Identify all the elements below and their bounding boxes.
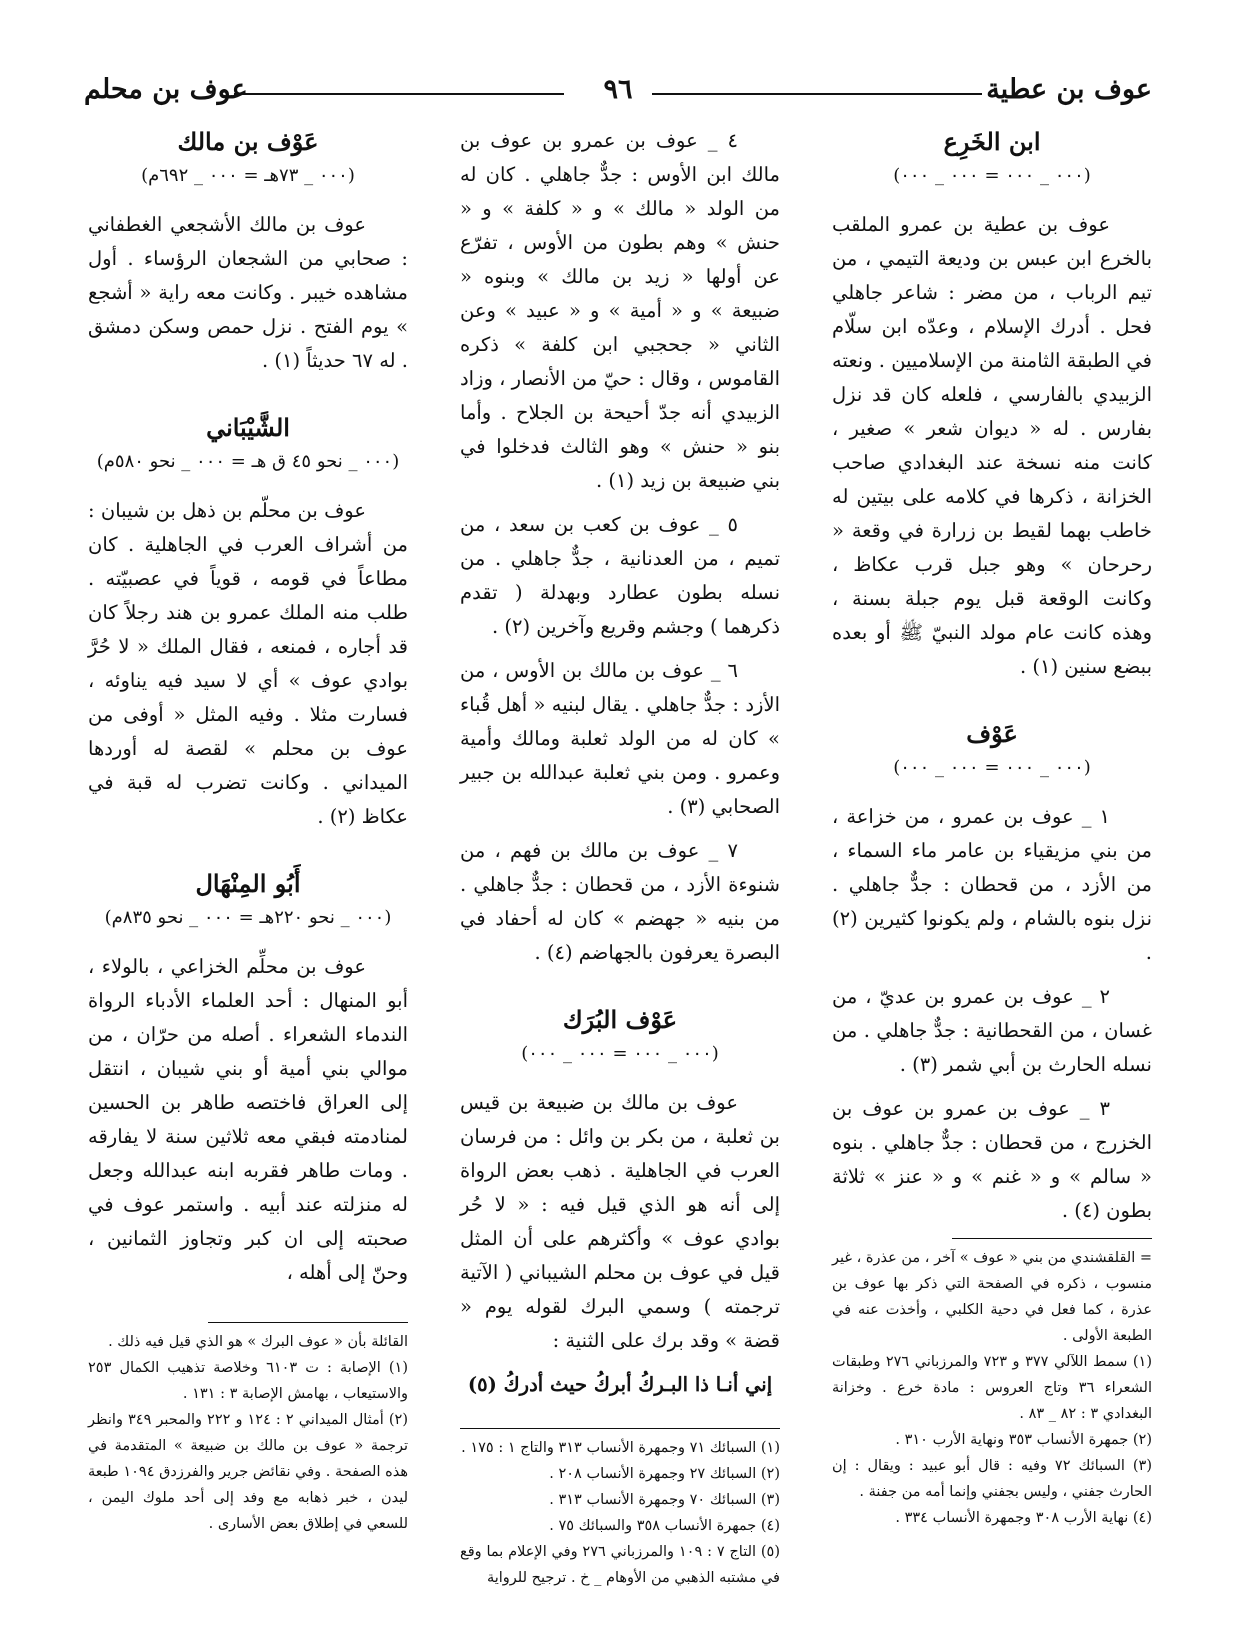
footnote: (٣) السبائك ٧٢ وفيه : قال أبو عبيد : ويقال : إن الحارث جفني ، وليس بجفني وإنما أمه من جفنة . [832,1458,1152,1500]
entry-item-5: ٥ _ عوف بن كعب بن سعد ، من تميم ، من العدنانية ، جدٌّ جاهلي . من نسله بطون عطارد وبهدلة ( تقدم ذكرهما ) وجشم وقريع وآخرين (٢) . [460,513,780,638]
footnote: (٥) التاج ٧ : ١٠٩ والمرزباني ٢٧٦ وفي الإعلام بما وقع في مشتبه الذهبي من الأوهام _ خ . ترجيح للرواية [460,1544,780,1586]
entry-title-abu-alminhal: أَبُو المِنْهَال [195,869,301,898]
entry-dates: (٠٠٠ _ ٠٠٠ = ٠٠٠ _ ٠٠٠) [893,757,1091,778]
header-rule-left [234,93,564,95]
footnotes-left [88,1300,408,1537]
entry-text: عوف بن عطية بن عمرو الملقب بالخرع ابن عبس بن وديعة التيمي ، من تيم الرباب ، من مضر : شاعر جاهلي فحل . أدرك الإسلام ، وعدّه ابن سلّام في الطبقة الثامنة من الإسلاميين . ونعته الزبيدي بالفارسي ، فلعله كان قد نزل بفارس . له « ديوان شعر » صغير ، كانت منه نسخة عند البغدادي صاحب الخزانة ، ذكرها في كلامه على بيتين له خاطب بهما لقيط بن زرارة في وقعة « رحرحان » وهو جبل قرب عكاظ ، وكانت الوقعة قبل يوم جبلة بسنة ، وهذه كانت عام مولد النبيّ ﷺ أو بعده ببضع سنين (١) . [832,213,1152,678]
footnote: (٢) جمهرة الأنساب ٣٥٣ ونهاية الأرب ٣١٠ . [895,1432,1152,1448]
footnote: (٢) السبائك ٢٧ وجمهرة الأنساب ٢٠٨ . [549,1466,780,1482]
column-left [88,124,408,1300]
entry-dates: (٠٠٠ _ نحو ٢٢٠هـ = ٠٠٠ _ نحو ٨٣٥م) [104,907,392,928]
header-left-title: عوف بن محلم [84,74,248,105]
entry-dates: (٠٠٠ _ ٠٠٠ = ٠٠٠ _ ٠٠٠) [521,1043,719,1064]
entry-item-3: ٣ _ عوف بن عمرو بن عوف بن الخزرج ، من قحطان : جدٌّ جاهلي . بنوه « سالم » و « غنم » و « عنز » ثلاثة بطون (٤) . [832,1097,1152,1222]
footnotes-middle [460,1406,780,1591]
entry-title-alshaybani: الشَّيْبَاني [206,413,290,442]
footnote: (٣) السبائك ٧٠ وجمهرة الأنساب ٣١٣ . [549,1492,780,1508]
entry-title-ibn-alkhari: ابن الخَرِع [943,127,1041,156]
footnote-rule [208,1322,408,1323]
entry-item-6: ٦ _ عوف بن مالك بن الأوس ، من الأزد : جدٌّ جاهلي . يقال لبنيه « أهل قُباء » كان له من الولد ثعلبة ومالك وأمية وعمرو . ومن بني ثعلبة عبدالله بن جبير الصحابي (٣) . [460,659,780,818]
footnote-rule [952,1238,1152,1239]
footnote: (١) سمط اللآلي ٣٧٧ و ٧٢٣ والمرزباني ٢٧٦ وطبقات الشعراء ٣٦ وتاج العروس : مادة خرع . وخزانة البغدادي ٣ : ٨٢ _ ٨٣ . [832,1354,1152,1422]
header-right-title: عوف بن عطية [986,74,1152,105]
column-middle [460,124,780,1402]
footnote: (١) الإصابة : ت ٦١٠٣ وخلاصة تذهيب الكمال ٢٥٣ والاستيعاب ، بهامش الإصابة ٣ : ١٣١ . [88,1360,408,1402]
entry-dates: (٠٠٠ _ ٠٠٠ = ٠٠٠ _ ٠٠٠) [893,165,1091,186]
footnotes-right [832,1216,1152,1531]
footnote: (١) السبائك ٧١ وجمهرة الأنساب ٣١٣ والتاج ١ : ١٧٥ . [461,1440,780,1456]
entry-text: عوف بن محلِّم الخزاعي ، بالولاء ، أبو المنهال : أحد العلماء الأدباء الرواة الندماء الشعراء . أصله من حرّان ، من موالي بني أمية أو بني شيبان ، انتقل إلى العراق فاختصه طاهر بن الحسين لمنادمته فبقي معه ثلاثين سنة لا يفارقه . ومات طاهر فقربه ابنه عبدالله وجعل له منزلته عند أبيه . واستمر عوف في صحبته إلى ان كبر وتجاوز الثمانين ، وحنّ إلى أهله ، [88,955,408,1284]
running-header [84,74,1152,114]
entry-item-4: ٤ _ عوف بن عمرو بن عوف بن مالك ابن الأوس : جدٌّ جاهلي . كان له من الولد « مالك » و « كلفة » و « حنش » وهم بطون من الأوس ، تفرّع عن أولها « زيد بن مالك » وبنوه « ضبيعة » و « أمية » و « عبيد » وعن الثاني « جحجبي ابن كلفة » ذكره القاموس ، وقال : حيّ من الأنصار ، وزاد الزبيدي أنه جدّ أحيحة بن الجلاح . وأما بنو « حنش » وهو الثالث فدخلوا في بني ضبيعة بن زيد (١) . [460,129,780,492]
footnote: (٤) جمهرة الأنساب ٣٥٨ والسبائك ٧٥ . [549,1518,780,1534]
page-number: ٩٦ [603,74,633,105]
entry-text: عوف بن محلّم بن ذهل بن شيبان : من أشراف العرب في الجاهلية . كان مطاعاً في قومه ، قوياً في عصبيّته . طلب منه الملك عمرو بن هند رجلاً كان قد أجاره ، فمنعه ، فقال الملك « لا حُرَّ بوادي عوف » أي لا سيد فيه يناوئه ، فسارت مثلا . وفيه المثل « أوفى من عوف بن محلم » لقصة له أوردها الميداني . وكانت تضرب له قبة في عكاظ (٢) . [88,499,408,828]
entry-item-2: ٢ _ عوف بن عمرو بن عديّ ، من غسان ، من القحطانية : جدٌّ جاهلي . من نسله الحارث بن أبي شمر (٣) . [832,985,1152,1076]
entry-dates: (٠٠٠ _ ٧٣هـ = ٠٠٠ _ ٦٩٢م) [141,165,355,186]
entry-title-awf: عَوْف [966,719,1018,748]
entry-item-7: ٧ _ عوف بن مالك بن فهم ، من شنوءة الأزد ، من قحطان : جدٌّ جاهلي . من بنيه « جهضم » كان له أحفاد في البصرة يعرفون بالجهاضم (٤) . [460,839,780,964]
entry-text: عوف بن مالك بن ضبيعة بن قيس بن ثعلبة ، من بكر بن وائل : من فرسان العرب في الجاهلية . ذهب بعض الرواة إلى أنه هو الذي قيل فيه : « لا حُر بوادي عوف » وأكثرهم على أن المثل قيل في عوف بن محلم الشيباني ( الآتية ترجمته ) وسمي البرك لقوله يوم « قضة » وقد برك على الثنية : [460,1091,780,1352]
poem-verse: إني أنـا ذا البـركُ أبركُ حيث أدركُ (٥) [467,1373,773,1396]
footnote: (٢) أمثال الميداني ٢ : ١٢٤ و ٢٢٢ والمحبر ٣٤٩ وانظر ترجمة « عوف بن مالك بن ضبيعة » المتقدمة في هذه الصفحة . وفي نقائض جرير والفرزدق ١٠٩٤ طبعة ليدن ، خبر ذهابه مع وفد إلى أحد ملوك اليمن ، للسعي في إطلاق بعض الأسارى . [88,1412,408,1532]
footnote: = القلقشندي من بني « عوف » آخر ، من عذرة ، غير منسوب ، ذكره في الصفحة التي ذكر بها عوف بن عذرة ، كما فعل في دحية الكلبي ، وأخذت عنه في الطبعة الأولى . [832,1250,1152,1344]
entry-title-awf-albarak: عَوْف البُرَك [562,1005,678,1034]
footnote-rule [460,1428,780,1429]
column-right [832,124,1152,1238]
footnote: (٤) نهاية الأرب ٣٠٨ وجمهرة الأنساب ٣٣٤ . [895,1510,1152,1526]
footnote: القائلة بأن « عوف البرك » هو الذي قيل فيه ذلك . [108,1334,408,1350]
entry-title-awf-bin-malik: عَوْف بن مالك [177,127,319,156]
entry-text: عوف بن مالك الأشجعي الغطفاني : صحابي من الشجعان الرؤساء . أول مشاهده خيبر . وكانت معه راية « أشجع » يوم الفتح . نزل حمص وسكن دمشق . له ٦٧ حديثاً (١) . [88,213,408,372]
header-rule-right [652,93,982,95]
entry-dates: (٠٠٠ _ نحو ٤٥ ق هـ = ٠٠٠ _ نحو ٥٨٠م) [96,451,400,472]
entry-item-1: ١ _ عوف بن عمرو ، من خزاعة ، من بني مزيقياء بن عامر ماء السماء ، من الأزد ، من قحطان : جدٌّ جاهلي . نزل بنوه بالشام ، ولم يكونوا كثيرين (٢) . [832,805,1152,964]
